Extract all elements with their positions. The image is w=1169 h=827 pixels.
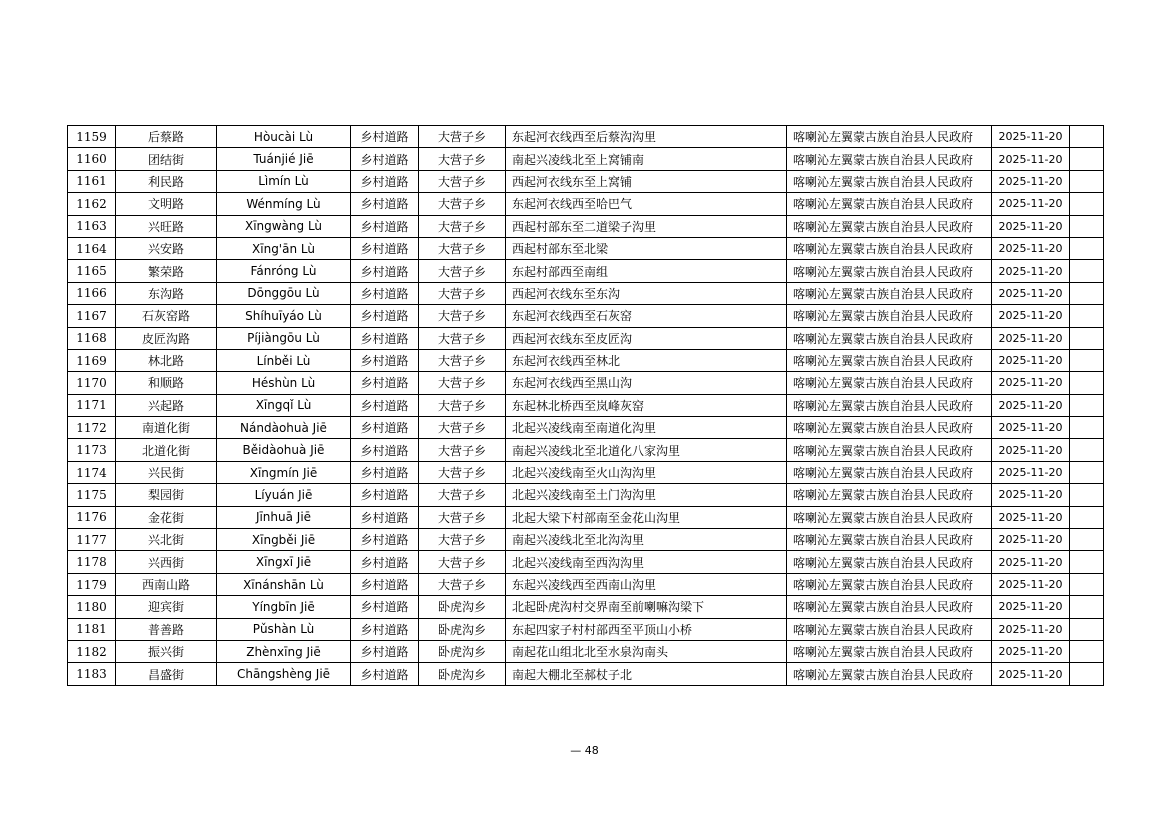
- cell-category: 乡村道路: [351, 305, 419, 327]
- cell-approval-date: 2025-11-20: [992, 327, 1070, 349]
- cell-location-description: 西起河衣线东至皮匠沟: [506, 327, 787, 349]
- cell-category: 乡村道路: [351, 372, 419, 394]
- cell-serial-number: 1161: [68, 170, 116, 192]
- table-row: [68, 394, 1104, 416]
- cell-empty: [1070, 193, 1104, 215]
- cell-empty: [1070, 618, 1104, 640]
- cell-approval-date: 2025-11-20: [992, 551, 1070, 573]
- cell-road-name: 普善路: [116, 618, 217, 640]
- table-row: [68, 305, 1104, 327]
- cell-approving-authority: 喀喇沁左翼蒙古族自治县人民政府: [787, 349, 992, 371]
- cell-category: 乡村道路: [351, 506, 419, 528]
- cell-township: 大营子乡: [419, 461, 506, 483]
- cell-approving-authority: 喀喇沁左翼蒙古族自治县人民政府: [787, 170, 992, 192]
- cell-serial-number: 1164: [68, 237, 116, 259]
- cell-township: 大营子乡: [419, 439, 506, 461]
- cell-township: 卧虎沟乡: [419, 663, 506, 685]
- cell-township: 大营子乡: [419, 170, 506, 192]
- cell-township: 大营子乡: [419, 282, 506, 304]
- cell-location-description: 南起大棚北至郝杖子北: [506, 663, 787, 685]
- table-row: [68, 126, 1104, 148]
- cell-pinyin: Xīngxī Jiē: [217, 551, 351, 573]
- cell-empty: [1070, 640, 1104, 662]
- cell-township: 大营子乡: [419, 484, 506, 506]
- cell-township: 大营子乡: [419, 237, 506, 259]
- cell-category: 乡村道路: [351, 170, 419, 192]
- cell-category: 乡村道路: [351, 126, 419, 148]
- cell-empty: [1070, 170, 1104, 192]
- cell-approval-date: 2025-11-20: [992, 215, 1070, 237]
- cell-approval-date: 2025-11-20: [992, 394, 1070, 416]
- cell-road-name: 梨园街: [116, 484, 217, 506]
- cell-road-name: 金花街: [116, 506, 217, 528]
- cell-empty: [1070, 305, 1104, 327]
- cell-road-name: 南道化街: [116, 417, 217, 439]
- cell-pinyin: Lìmín Lù: [217, 170, 351, 192]
- cell-pinyin: Nándàohuà Jiē: [217, 417, 351, 439]
- cell-approving-authority: 喀喇沁左翼蒙古族自治县人民政府: [787, 193, 992, 215]
- cell-empty: [1070, 394, 1104, 416]
- cell-location-description: 东起村部西至南组: [506, 260, 787, 282]
- table-row: [68, 193, 1104, 215]
- table-row: [68, 215, 1104, 237]
- cell-road-name: 石灰窑路: [116, 305, 217, 327]
- cell-location-description: 南起兴凌线北至上窝铺南: [506, 148, 787, 170]
- cell-township: 大营子乡: [419, 260, 506, 282]
- cell-location-description: 东起四家子村村部西至平顶山小桥: [506, 618, 787, 640]
- cell-approval-date: 2025-11-20: [992, 506, 1070, 528]
- table-row: [68, 663, 1104, 685]
- cell-empty: [1070, 461, 1104, 483]
- cell-approving-authority: 喀喇沁左翼蒙古族自治县人民政府: [787, 282, 992, 304]
- cell-approving-authority: 喀喇沁左翼蒙古族自治县人民政府: [787, 461, 992, 483]
- cell-approval-date: 2025-11-20: [992, 529, 1070, 551]
- cell-category: 乡村道路: [351, 148, 419, 170]
- cell-location-description: 北起大梁下村部南至金花山沟里: [506, 506, 787, 528]
- table-row: [68, 417, 1104, 439]
- cell-pinyin: Xīng'ān Lù: [217, 237, 351, 259]
- cell-approving-authority: 喀喇沁左翼蒙古族自治县人民政府: [787, 148, 992, 170]
- cell-pinyin: Wénmíng Lù: [217, 193, 351, 215]
- cell-location-description: 北起兴凌线南至南道化沟里: [506, 417, 787, 439]
- cell-serial-number: 1162: [68, 193, 116, 215]
- cell-location-description: 东起河衣线西至哈巴气: [506, 193, 787, 215]
- cell-empty: [1070, 372, 1104, 394]
- cell-approving-authority: 喀喇沁左翼蒙古族自治县人民政府: [787, 126, 992, 148]
- cell-category: 乡村道路: [351, 193, 419, 215]
- cell-pinyin: Tuánjié Jiē: [217, 148, 351, 170]
- cell-location-description: 东起河衣线西至黑山沟: [506, 372, 787, 394]
- cell-category: 乡村道路: [351, 417, 419, 439]
- cell-serial-number: 1177: [68, 529, 116, 551]
- cell-road-name: 振兴街: [116, 640, 217, 662]
- cell-empty: [1070, 439, 1104, 461]
- cell-pinyin: Yíngbīn Jiē: [217, 596, 351, 618]
- cell-pinyin: Chāngshèng Jiē: [217, 663, 351, 685]
- cell-serial-number: 1171: [68, 394, 116, 416]
- cell-empty: [1070, 237, 1104, 259]
- cell-township: 大营子乡: [419, 506, 506, 528]
- cell-road-name: 兴起路: [116, 394, 217, 416]
- cell-road-name: 团结街: [116, 148, 217, 170]
- table-body: [68, 126, 1104, 686]
- cell-category: 乡村道路: [351, 551, 419, 573]
- cell-approval-date: 2025-11-20: [992, 126, 1070, 148]
- table-row: [68, 260, 1104, 282]
- cell-pinyin: Línběi Lù: [217, 349, 351, 371]
- cell-location-description: 东起河衣线西至后蔡沟沟里: [506, 126, 787, 148]
- cell-approval-date: 2025-11-20: [992, 618, 1070, 640]
- cell-category: 乡村道路: [351, 596, 419, 618]
- cell-location-description: 北起兴凌线南至土门沟沟里: [506, 484, 787, 506]
- cell-township: 大营子乡: [419, 148, 506, 170]
- cell-pinyin: Běidàohuà Jiē: [217, 439, 351, 461]
- cell-approving-authority: 喀喇沁左翼蒙古族自治县人民政府: [787, 484, 992, 506]
- cell-category: 乡村道路: [351, 282, 419, 304]
- cell-pinyin: Píjiàngōu Lù: [217, 327, 351, 349]
- cell-approving-authority: 喀喇沁左翼蒙古族自治县人民政府: [787, 417, 992, 439]
- cell-location-description: 东起河衣线西至林北: [506, 349, 787, 371]
- table-row: [68, 148, 1104, 170]
- cell-township: 大营子乡: [419, 573, 506, 595]
- cell-serial-number: 1163: [68, 215, 116, 237]
- table-row: [68, 237, 1104, 259]
- cell-empty: [1070, 282, 1104, 304]
- cell-township: 大营子乡: [419, 215, 506, 237]
- cell-township: 卧虎沟乡: [419, 596, 506, 618]
- cell-serial-number: 1168: [68, 327, 116, 349]
- cell-empty: [1070, 663, 1104, 685]
- cell-category: 乡村道路: [351, 484, 419, 506]
- cell-pinyin: Xīngmín Jiē: [217, 461, 351, 483]
- cell-approving-authority: 喀喇沁左翼蒙古族自治县人民政府: [787, 618, 992, 640]
- cell-location-description: 南起兴凌线北至北道化八家沟里: [506, 439, 787, 461]
- cell-approval-date: 2025-11-20: [992, 148, 1070, 170]
- cell-approval-date: 2025-11-20: [992, 417, 1070, 439]
- cell-location-description: 东起河衣线西至石灰窑: [506, 305, 787, 327]
- cell-township: 卧虎沟乡: [419, 618, 506, 640]
- cell-road-name: 北道化街: [116, 439, 217, 461]
- cell-approving-authority: 喀喇沁左翼蒙古族自治县人民政府: [787, 663, 992, 685]
- cell-road-name: 兴北街: [116, 529, 217, 551]
- cell-category: 乡村道路: [351, 529, 419, 551]
- cell-location-description: 东起林北桥西至岚峰灰窑: [506, 394, 787, 416]
- cell-location-description: 西起村部东至北梁: [506, 237, 787, 259]
- table-row: [68, 484, 1104, 506]
- table-row: [68, 439, 1104, 461]
- cell-pinyin: Shíhuīyáo Lù: [217, 305, 351, 327]
- cell-category: 乡村道路: [351, 640, 419, 662]
- cell-pinyin: Fánróng Lù: [217, 260, 351, 282]
- cell-serial-number: 1160: [68, 148, 116, 170]
- cell-pinyin: Jīnhuā Jiē: [217, 506, 351, 528]
- cell-approving-authority: 喀喇沁左翼蒙古族自治县人民政府: [787, 596, 992, 618]
- cell-approval-date: 2025-11-20: [992, 260, 1070, 282]
- cell-road-name: 繁荣路: [116, 260, 217, 282]
- table-row: [68, 372, 1104, 394]
- cell-approving-authority: 喀喇沁左翼蒙古族自治县人民政府: [787, 327, 992, 349]
- cell-empty: [1070, 327, 1104, 349]
- cell-empty: [1070, 215, 1104, 237]
- cell-pinyin: Pǔshàn Lù: [217, 618, 351, 640]
- cell-township: 卧虎沟乡: [419, 640, 506, 662]
- cell-category: 乡村道路: [351, 349, 419, 371]
- cell-location-description: 南起兴凌线北至北沟沟里: [506, 529, 787, 551]
- cell-serial-number: 1178: [68, 551, 116, 573]
- cell-empty: [1070, 506, 1104, 528]
- cell-serial-number: 1181: [68, 618, 116, 640]
- cell-approval-date: 2025-11-20: [992, 237, 1070, 259]
- cell-road-name: 皮匠沟路: [116, 327, 217, 349]
- cell-location-description: 北起兴凌线南至西沟沟里: [506, 551, 787, 573]
- table-row: [68, 349, 1104, 371]
- cell-approving-authority: 喀喇沁左翼蒙古族自治县人民政府: [787, 372, 992, 394]
- cell-road-name: 兴民街: [116, 461, 217, 483]
- cell-location-description: 南起花山组北北至水泉沟南头: [506, 640, 787, 662]
- cell-pinyin: Dōnggōu Lù: [217, 282, 351, 304]
- cell-approval-date: 2025-11-20: [992, 461, 1070, 483]
- cell-township: 大营子乡: [419, 305, 506, 327]
- cell-approving-authority: 喀喇沁左翼蒙古族自治县人民政府: [787, 640, 992, 662]
- place-name-table: [67, 125, 1104, 686]
- table-row: [68, 551, 1104, 573]
- cell-township: 大营子乡: [419, 327, 506, 349]
- cell-road-name: 兴西街: [116, 551, 217, 573]
- cell-pinyin: Héshùn Lù: [217, 372, 351, 394]
- cell-empty: [1070, 349, 1104, 371]
- cell-pinyin: Líyuán Jiē: [217, 484, 351, 506]
- cell-category: 乡村道路: [351, 573, 419, 595]
- page-number: — 48: [570, 744, 599, 757]
- cell-category: 乡村道路: [351, 260, 419, 282]
- cell-approval-date: 2025-11-20: [992, 349, 1070, 371]
- cell-empty: [1070, 417, 1104, 439]
- cell-empty: [1070, 126, 1104, 148]
- cell-road-name: 西南山路: [116, 573, 217, 595]
- cell-location-description: 西起村部东至二道梁子沟里: [506, 215, 787, 237]
- table-row: [68, 327, 1104, 349]
- cell-road-name: 林北路: [116, 349, 217, 371]
- cell-serial-number: 1173: [68, 439, 116, 461]
- table-row: [68, 618, 1104, 640]
- cell-category: 乡村道路: [351, 394, 419, 416]
- table-row: [68, 529, 1104, 551]
- cell-township: 大营子乡: [419, 394, 506, 416]
- cell-empty: [1070, 573, 1104, 595]
- cell-location-description: 北起兴凌线南至火山沟沟里: [506, 461, 787, 483]
- cell-category: 乡村道路: [351, 618, 419, 640]
- table-row: [68, 282, 1104, 304]
- cell-serial-number: 1180: [68, 596, 116, 618]
- cell-approving-authority: 喀喇沁左翼蒙古族自治县人民政府: [787, 551, 992, 573]
- cell-road-name: 利民路: [116, 170, 217, 192]
- cell-township: 大营子乡: [419, 372, 506, 394]
- cell-approval-date: 2025-11-20: [992, 573, 1070, 595]
- cell-empty: [1070, 260, 1104, 282]
- cell-serial-number: 1179: [68, 573, 116, 595]
- cell-pinyin: Xīngqǐ Lù: [217, 394, 351, 416]
- cell-serial-number: 1183: [68, 663, 116, 685]
- cell-category: 乡村道路: [351, 439, 419, 461]
- cell-road-name: 后蔡路: [116, 126, 217, 148]
- cell-road-name: 迎宾街: [116, 596, 217, 618]
- cell-empty: [1070, 484, 1104, 506]
- cell-township: 大营子乡: [419, 349, 506, 371]
- cell-approval-date: 2025-11-20: [992, 640, 1070, 662]
- cell-road-name: 兴旺路: [116, 215, 217, 237]
- cell-road-name: 兴安路: [116, 237, 217, 259]
- table-row: [68, 506, 1104, 528]
- cell-category: 乡村道路: [351, 327, 419, 349]
- cell-approval-date: 2025-11-20: [992, 484, 1070, 506]
- cell-category: 乡村道路: [351, 461, 419, 483]
- cell-approving-authority: 喀喇沁左翼蒙古族自治县人民政府: [787, 529, 992, 551]
- cell-approval-date: 2025-11-20: [992, 170, 1070, 192]
- cell-township: 大营子乡: [419, 551, 506, 573]
- cell-road-name: 东沟路: [116, 282, 217, 304]
- cell-serial-number: 1159: [68, 126, 116, 148]
- cell-serial-number: 1172: [68, 417, 116, 439]
- cell-approving-authority: 喀喇沁左翼蒙古族自治县人民政府: [787, 237, 992, 259]
- cell-approving-authority: 喀喇沁左翼蒙古族自治县人民政府: [787, 394, 992, 416]
- cell-serial-number: 1170: [68, 372, 116, 394]
- table-row: [68, 170, 1104, 192]
- cell-approving-authority: 喀喇沁左翼蒙古族自治县人民政府: [787, 439, 992, 461]
- cell-serial-number: 1176: [68, 506, 116, 528]
- cell-pinyin: Zhènxīng Jiē: [217, 640, 351, 662]
- cell-road-name: 和顺路: [116, 372, 217, 394]
- cell-empty: [1070, 551, 1104, 573]
- cell-serial-number: 1174: [68, 461, 116, 483]
- cell-category: 乡村道路: [351, 663, 419, 685]
- cell-category: 乡村道路: [351, 215, 419, 237]
- cell-township: 大营子乡: [419, 193, 506, 215]
- table-row: [68, 596, 1104, 618]
- cell-approving-authority: 喀喇沁左翼蒙古族自治县人民政府: [787, 215, 992, 237]
- cell-road-name: 昌盛街: [116, 663, 217, 685]
- cell-township: 大营子乡: [419, 529, 506, 551]
- cell-approving-authority: 喀喇沁左翼蒙古族自治县人民政府: [787, 305, 992, 327]
- cell-empty: [1070, 596, 1104, 618]
- cell-approval-date: 2025-11-20: [992, 372, 1070, 394]
- cell-township: 大营子乡: [419, 126, 506, 148]
- table-row: [68, 573, 1104, 595]
- cell-approval-date: 2025-11-20: [992, 663, 1070, 685]
- cell-serial-number: 1165: [68, 260, 116, 282]
- cell-serial-number: 1169: [68, 349, 116, 371]
- table-row: [68, 640, 1104, 662]
- cell-pinyin: Hòucài Lù: [217, 126, 351, 148]
- table-row: [68, 461, 1104, 483]
- cell-empty: [1070, 529, 1104, 551]
- cell-location-description: 西起河衣线东至上窝铺: [506, 170, 787, 192]
- cell-road-name: 文明路: [116, 193, 217, 215]
- cell-serial-number: 1182: [68, 640, 116, 662]
- cell-approving-authority: 喀喇沁左翼蒙古族自治县人民政府: [787, 260, 992, 282]
- cell-approval-date: 2025-11-20: [992, 282, 1070, 304]
- cell-approving-authority: 喀喇沁左翼蒙古族自治县人民政府: [787, 573, 992, 595]
- cell-category: 乡村道路: [351, 237, 419, 259]
- cell-pinyin: Xīngwàng Lù: [217, 215, 351, 237]
- cell-empty: [1070, 148, 1104, 170]
- cell-location-description: 西起河衣线东至东沟: [506, 282, 787, 304]
- cell-approval-date: 2025-11-20: [992, 439, 1070, 461]
- cell-approval-date: 2025-11-20: [992, 193, 1070, 215]
- cell-approval-date: 2025-11-20: [992, 596, 1070, 618]
- cell-approving-authority: 喀喇沁左翼蒙古族自治县人民政府: [787, 506, 992, 528]
- cell-approval-date: 2025-11-20: [992, 305, 1070, 327]
- cell-serial-number: 1175: [68, 484, 116, 506]
- cell-pinyin: Xīnánshān Lù: [217, 573, 351, 595]
- cell-location-description: 北起卧虎沟村交界南至前喇嘛沟梁下: [506, 596, 787, 618]
- cell-location-description: 东起兴凌线西至西南山沟里: [506, 573, 787, 595]
- cell-serial-number: 1167: [68, 305, 116, 327]
- cell-serial-number: 1166: [68, 282, 116, 304]
- cell-pinyin: Xīngběi Jiē: [217, 529, 351, 551]
- cell-township: 大营子乡: [419, 417, 506, 439]
